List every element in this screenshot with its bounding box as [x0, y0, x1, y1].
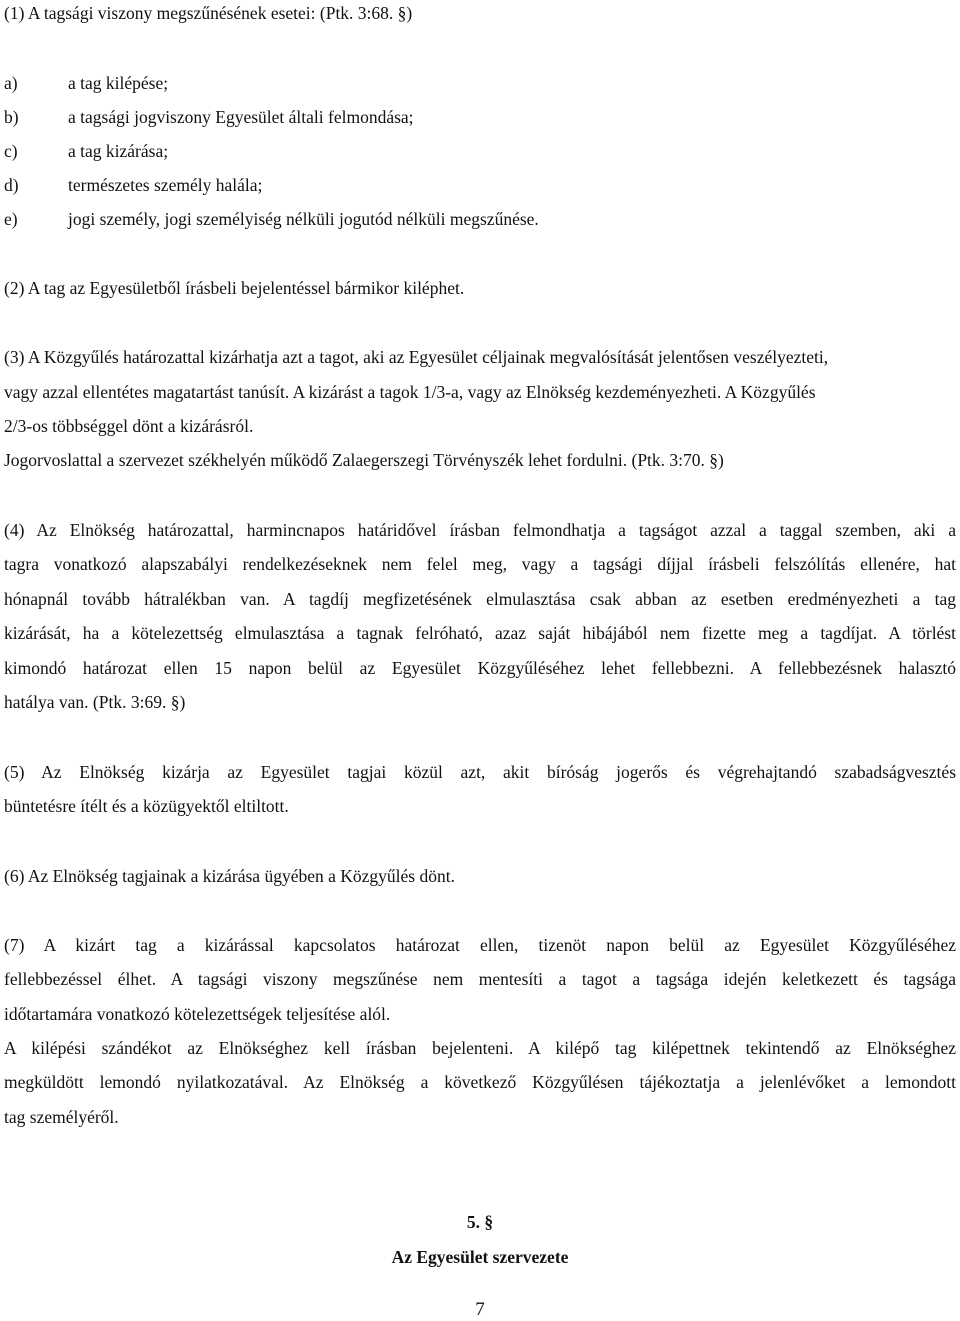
section-number: 5. §: [466, 1212, 494, 1232]
paragraph-line: tag személyéről.: [4, 1107, 119, 1127]
page-number: 7: [475, 1299, 485, 1320]
list-text: a tagsági jogviszony Egyesület általi felmondása;: [68, 107, 414, 127]
list-label: d): [4, 175, 19, 195]
paragraph-line: megküldött lemondó nyilatkozatával. Az Elnökség a következő Közgyűlésen tájékoztatja a jelenlévőket a lemondott: [4, 1072, 956, 1092]
list-text: jogi személy, jogi személyiség nélküli jogutód nélküli megszűnése.: [68, 209, 539, 229]
list-label: e): [4, 209, 18, 229]
list-label: b): [4, 107, 19, 127]
paragraph-line: időtartamára vonatkozó kötelezettségek teljesítése alól.: [4, 1004, 391, 1024]
paragraph-line: (5) Az Elnökség kizárja az Egyesület tagjai közül azt, akit bíróság jogerős és végrehajtandó szabadságvesztés: [4, 762, 956, 782]
list-text: természetes személy halála;: [68, 175, 263, 195]
intro-line: (1) A tagsági viszony megszűnésének esetei: (Ptk. 3:68. §): [4, 3, 413, 23]
paragraph-6: (6) Az Elnökség tagjainak a kizárása ügyében a Közgyűlés dönt.: [4, 866, 455, 886]
list-label: a): [4, 73, 18, 93]
paragraph-line: Jogorvoslattal a szervezet székhelyén működő Zalaegerszegi Törvényszék lehet fordulni. (Ptk. 3:70. §): [4, 450, 724, 470]
section-title: Az Egyesület szervezete: [391, 1247, 569, 1267]
paragraph-line: A kilépési szándékot az Elnökséghez kell írásban bejelenteni. A kilépő tag kilépettnek tekintendő az Elnökséghez: [4, 1038, 956, 1058]
paragraph-line: kimondó határozat ellen 15 napon belül az Egyesület Közgyűléséhez lehet fellebbezni. A fellebbezésnek halasztó: [4, 658, 956, 678]
paragraph-line: 2/3-os többséggel dönt a kizárásról.: [4, 416, 254, 436]
paragraph-line: (3) A Közgyűlés határozattal kizárhatja azt a tagot, aki az Egyesület céljainak megvalósítását jelentősen veszélyezteti,: [4, 347, 829, 367]
list-label: c): [4, 141, 18, 161]
paragraph-line: hónapnál tovább hátralékban van. A tagdíj megfizetésének elmulasztása csak abban az esetben eredményezheti a tag: [4, 589, 956, 609]
paragraph-line: (7) A kizárt tag a kizárással kapcsolatos határozat ellen, tizenöt napon belül az Egyesület Közgyűléséhez: [4, 935, 956, 955]
paragraph-line: vagy azzal ellentétes magatartást tanúsít. A kizárást a tagok 1/3-a, vagy az Elnökség kezdeményezheti. A Közgyűlés: [4, 382, 816, 402]
paragraph-line: büntetésre ítélt és a közügyektől eltiltott.: [4, 796, 289, 816]
paragraph-line: (4) Az Elnökség határozattal, harmincnapos határidővel írásban felmondhatja a tagságot azzal a taggal szemben, aki a: [4, 520, 956, 540]
paragraph-line: fellebbezéssel élhet. A tagsági viszony megszűnése nem mentesíti a tagot a tagsága idején keletkezett és tagsága: [4, 969, 956, 989]
paragraph-line: kizárását, ha a kötelezettség elmulasztása a tagnak felróható, azaz saját hibájából nem fizette meg a tagdíjat. A törlést: [4, 623, 956, 643]
list-text: a tag kizárása;: [68, 141, 169, 161]
paragraph-2: (2) A tag az Egyesületből írásbeli bejelentéssel bármikor kiléphet.: [4, 278, 465, 298]
paragraph-line: tagra vonatkozó alapszabályi rendelkezéseknek nem felel meg, vagy a tagsági díjjal írásbeli felszólítás ellenére, hat: [4, 554, 956, 574]
paragraph-line: hatálya van. (Ptk. 3:69. §): [4, 692, 186, 712]
list-text: a tag kilépése;: [68, 73, 169, 93]
